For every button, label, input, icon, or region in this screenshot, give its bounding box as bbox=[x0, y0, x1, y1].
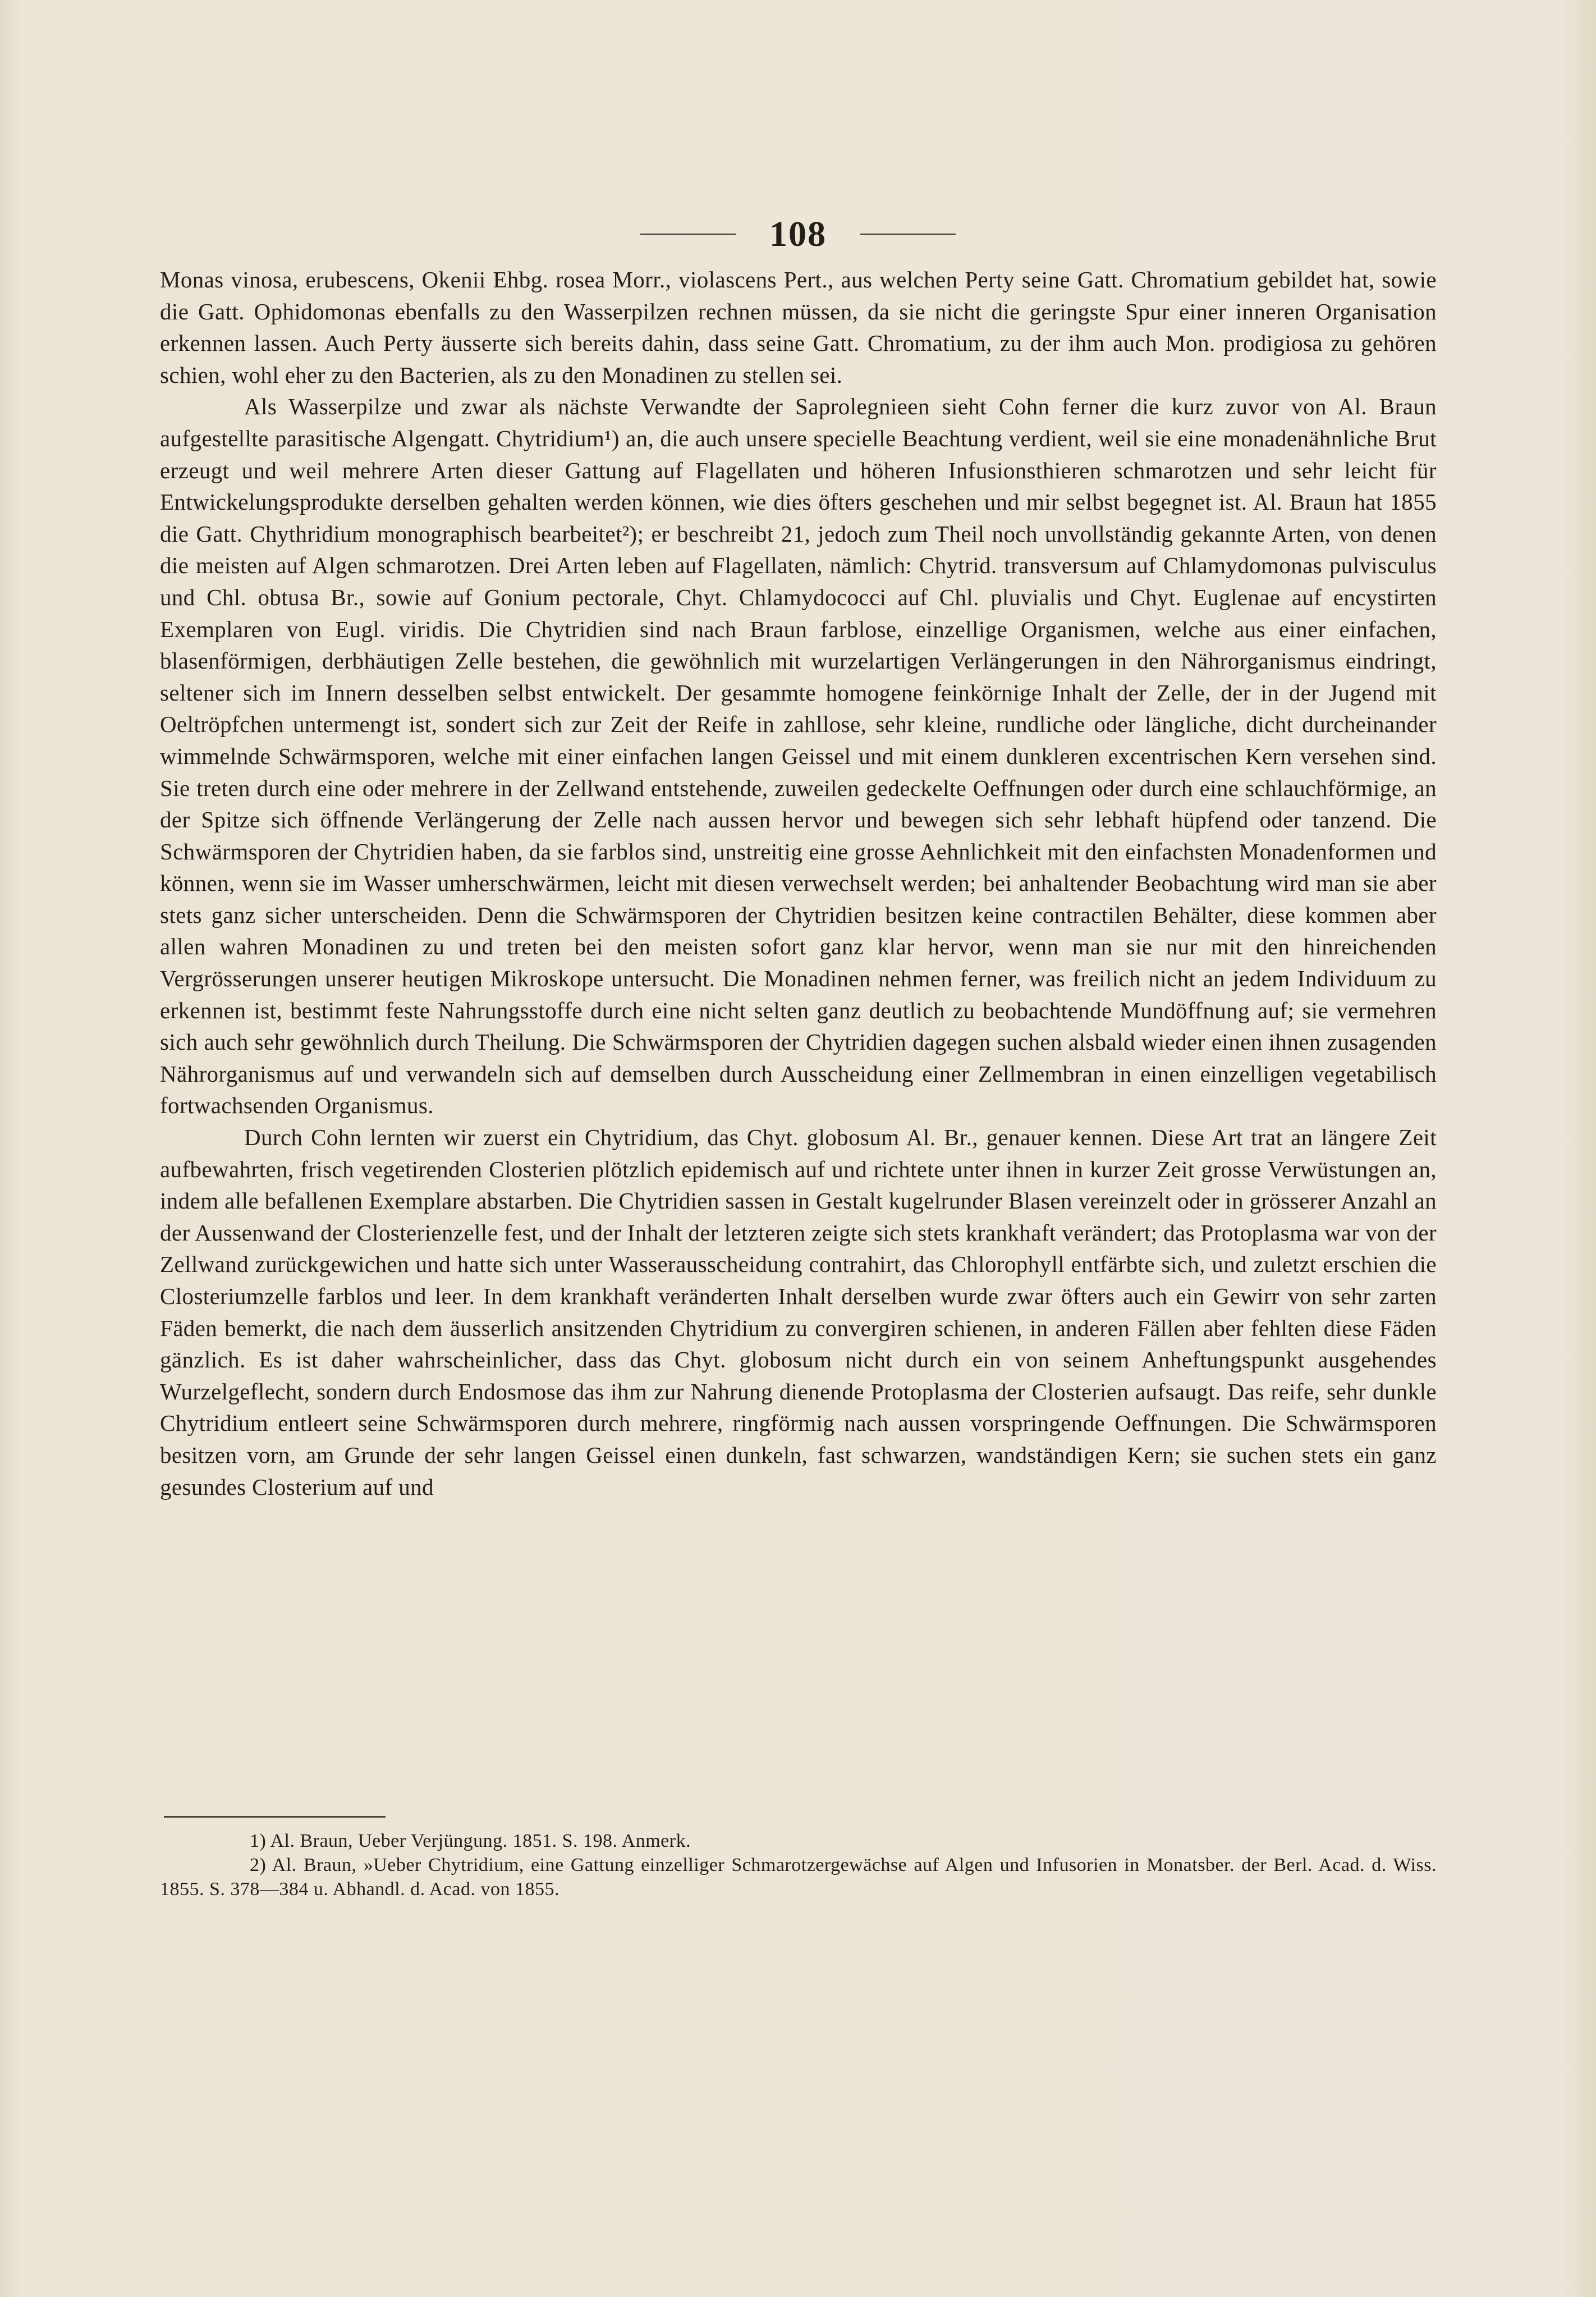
body-text bbox=[160, 264, 1437, 1503]
paragraph-3: Durch Cohn lernten wir zuerst ein Chytridium, das Chyt. globosum Al. Br., genauer kennen. Diese Art trat an längere Zeit aufbewahrten, frisch vegetirenden Closterien plötzlich epidemisch auf und richtete unter ihnen in kurzer Zeit grosse Verwüstungen an, indem alle befallenen Exemplare abstarben. Die Chytridien sassen in Gestalt kugelrunder Blasen vereinzelt oder in grösserer Anzahl an der Aussenwand der Closterienzelle fest, und der Inhalt der letzteren zeigte sich stets krankhaft verändert; das Protoplasma war von der Zellwand zurückgewichen und hatte sich unter Wasserausscheidung contrahirt, das Chlorophyll entfärbte sich, und zuletzt erschien die Closteriumzelle farblos und leer. In dem krankhaft veränderten Inhalt derselben wurde zwar öfters auch ein Gewirr von sehr zarten Fäden bemerkt, die nach dem äusserlich ansitzenden Chytridium zu convergiren schienen, in anderen Fällen aber fehlten diese Fäden gänzlich. Es ist daher wahrscheinlicher, dass das Chyt. globosum nicht durch ein von seinem Anheftungspunkt ausgehendes Wurzelgeflecht, sondern durch Endosmose das ihm zur Nahrung dienende Protoplasma der Closterien aufsaugt. Das reife, sehr dunkle Chytridium entleert seine Schwärmsporen durch mehrere, ringförmig nach aussen vorspringende Oeffnungen. Die Schwärmsporen besitzen vorn, am Grunde der sehr langen Geissel einen dunkeln, fast schwarzen, wandständigen Kern; sie suchen stets ein ganz gesundes Closterium auf und bbox=[160, 1124, 1437, 1500]
header-rule-right bbox=[860, 234, 956, 235]
paragraph-2: Als Wasserpilze und zwar als nächste Verwandte der Saprolegnieen sieht Cohn ferner die kurz zuvor von Al. Braun aufgestellte parasitische Algengatt. Chytridium¹) an, die auch unsere specielle Beachtung verdient, weil sie eine monadenähnliche Brut erzeugt und weil mehrere Arten dieser Gattung auf Flagellaten und höheren Infusionsthieren schmarotzen und sehr leicht für Entwickelungsprodukte derselben gehalten werden können, wie dies öfters geschehen und mir selbst begegnet ist. Al. Braun hat 1855 die Gatt. Chythridium monographisch bearbeitet²); er beschreibt 21, jedoch zum Theil noch unvollständig gekannte Arten, von denen die meisten auf Algen schmarotzen. Drei Arten leben auf Flagellaten, nämlich: Chytrid. transversum auf Chlamydomonas pulvisculus und Chl. obtusa Br., sowie auf Gonium pectorale, Chyt. Chlamydococci auf Chl. pluvialis und Chyt. Euglenae auf encystirten Exemplaren von Eugl. viridis. Die Chytridien sind nach Braun farblose, einzellige Organismen, welche aus einer einfachen, blasenförmigen, derbhäutigen Zelle bestehen, die gewöhnlich mit wurzelartigen Verlängerungen in den Nährorganismus eindringt, seltener sich im Innern desselben selbst entwickelt. Der gesammte homogene feinkörnige Inhalt der Zelle, der in der Jugend mit Oeltröpfchen untermengt ist, sondert sich zur Zeit der Reife in zahllose, sehr kleine, rundliche oder längliche, dicht durcheinander wimmelnde Schwärmsporen, welche mit einer einfachen langen Geissel und mit einem dunkleren excentrischen Kern versehen sind. Sie treten durch eine oder mehrere in der Zellwand entstehende, zuweilen gedeckelte Oeffnungen oder durch eine schlauchförmige, an der Spitze sich öffnende Verlängerung der Zelle nach aussen hervor und bewegen sich sehr lebhaft hüpfend oder tanzend. Die Schwärmsporen der Chytridien haben, da sie farblos sind, unstreitig eine grosse Aehnlichkeit mit den einfachsten Monadenformen und können, wenn sie im Wasser umherschwärmen, leicht mit diesen verwechselt werden; bei anhaltender Beobachtung wird man sie aber stets ganz sicher unterscheiden. Denn die Schwärmsporen der Chytridien besitzen keine contractilen Behälter, diese kommen aber allen wahren Monadinen zu und treten bei den meisten sofort ganz klar hervor, wenn man sie nur mit den hinreichenden Vergrösserungen unserer heutigen Mikroskope untersucht. Die Monadinen nehmen ferner, was freilich nicht an jedem Individuum zu erkennen ist, bestimmt feste Nahrungsstoffe durch eine nicht selten ganz deutlich zu beobachtende Mundöffnung auf; sie vermehren sich auch sehr gewöhnlich durch Theilung. Die Schwärmsporen der Chytridien dagegen suchen alsbald wieder einen ihnen zusagenden Nährorganismus auf und verwandeln sich auf demselben durch Ausscheidung einer Zellmembran in einen einzelligen vegetabilisch fortwachsenden Organismus. bbox=[160, 393, 1437, 1119]
footnote-divider bbox=[164, 1816, 386, 1818]
footnote-2: 2) Al. Braun, »Ueber Chytridium, eine Gattung einzelliger Schmarotzergewächse auf Algen und Infusorien in Monatsber. der Berl. Acad. d. Wiss. 1855. S. 378—384 u. Abhandl. d. Acad. von 1855. bbox=[160, 1855, 1437, 1900]
footnotes bbox=[160, 1829, 1437, 1901]
page-number: 108 bbox=[769, 214, 827, 254]
footnote-1: 1) Al. Braun, Ueber Verjüngung. 1851. S. 198. Anmerk. bbox=[250, 1831, 691, 1851]
header-rule-left bbox=[640, 234, 736, 235]
paragraph-1: Monas vinosa, erubescens, Okenii Ehbg. rosea Morr., violascens Pert., aus welchen Perty seine Gatt. Chromatium gebildet hat, sowie die Gatt. Ophidomonas ebenfalls zu den Wasserpilzen rechnen müssen, da sie nicht die geringste Spur einer inneren Organisation erkennen lassen. Auch Perty äusserte sich bereits dahin, dass seine Gatt. Chromatium, zu der ihm auch Mon. prodigiosa zu gehören schien, wohl eher zu den Bacterien, als zu den Monadinen zu stellen sei. bbox=[160, 267, 1437, 388]
page-header bbox=[0, 209, 1596, 259]
